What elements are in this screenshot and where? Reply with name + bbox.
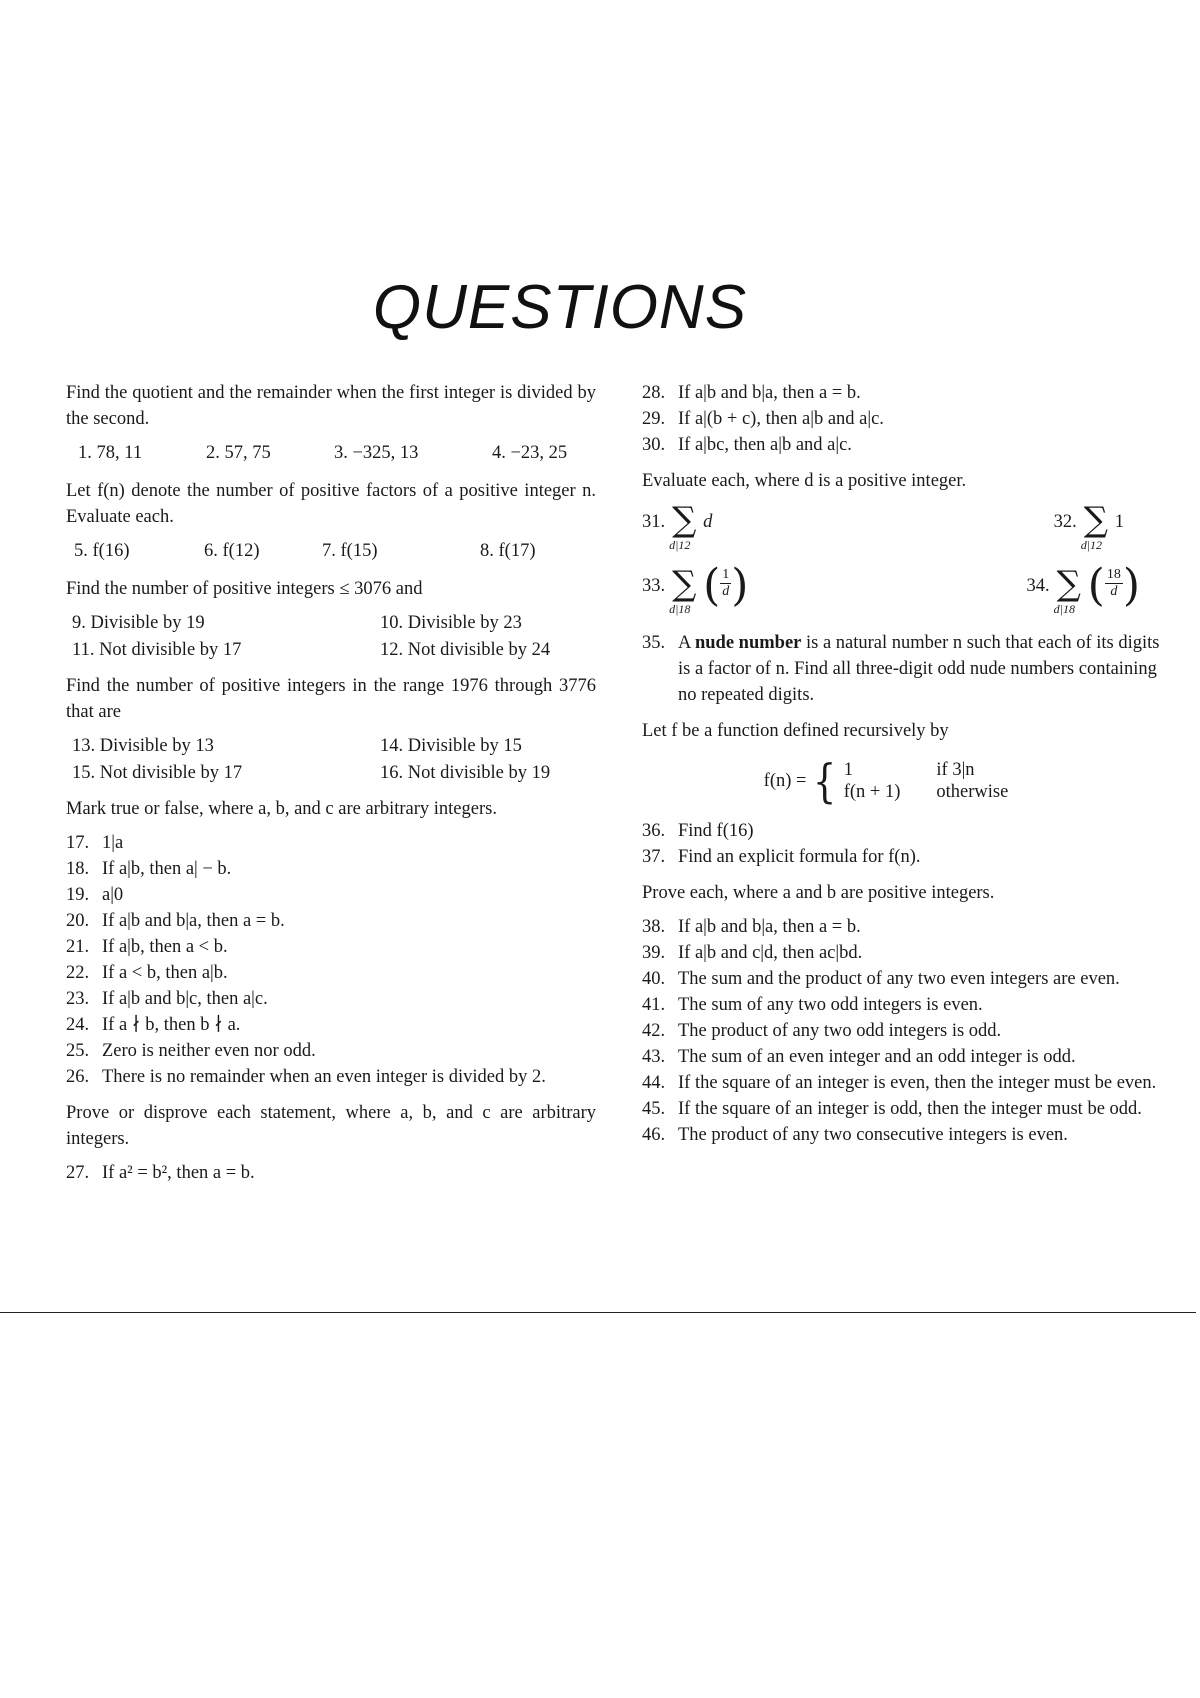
summation-index: d|12 [669,538,691,552]
list-item [642,940,1170,966]
sum-row-33-34 [642,560,1170,624]
question-text: The sum of any two odd integers is even. [678,995,983,1015]
question-text: Find f(16) [678,821,754,841]
summation-icon [669,566,703,624]
sum-row-31-32 [642,502,1170,560]
problem-31 [642,502,712,560]
piecewise-definition [642,754,1170,808]
question-text: The product of any two odd integers is odd. [678,1021,1002,1041]
list-item [66,960,596,986]
summation-index: d|18 [1053,602,1075,616]
list-item [66,1160,596,1186]
right-paren: ) [731,560,749,611]
question-text: If a ∤ b, then b ∤ a. [102,1015,241,1035]
case-2-value: f(n + 1) [843,782,901,802]
summation-icon [1054,566,1088,624]
question-number: 45. [642,1099,666,1119]
list-item [66,1038,596,1064]
question-text: a|0 [102,885,124,905]
list-item [66,934,596,960]
list-item [642,630,1170,708]
question-text-rest: is a natural number n such that each of its digits is a factor of n. Find all three-digit odd nude numbers containing no repeated digits. [678,633,1160,705]
question-list-17-26 [66,830,596,1090]
summand: d [703,512,713,532]
left-paren: ( [1087,560,1105,611]
question-text: If a|b, then a < b. [102,937,228,957]
question-number: 36. [642,821,666,841]
question-text: If a < b, then a|b. [102,963,228,983]
question-text: Find an explicit formula for f(n). [678,847,921,867]
question-text: 1|a [102,833,124,853]
list-item [66,856,596,882]
question-number: 41. [642,995,666,1015]
problem-13: 13. Divisible by 13 [72,736,214,756]
list-item [642,1018,1170,1044]
fraction [720,567,731,600]
instruction-quotient-remainder: Find the quotient and the remainder when the first integer is divided by the second. [66,383,596,429]
list-item [642,992,1170,1018]
question-text: If the square of an integer is odd, then the integer must be odd. [678,1099,1142,1119]
list-item [66,1012,596,1038]
question-number: 32. [1053,512,1077,532]
defined-term: nude number [694,633,802,653]
list-item [642,380,1170,406]
question-list-38-46 [642,914,1170,1148]
question-number: 18. [66,859,90,879]
question-number: 21. [66,937,90,957]
problem-34 [1026,560,1140,624]
problem-12: 12. Not divisible by 24 [380,640,551,660]
right-column [642,380,1170,1158]
list-item [66,882,596,908]
question-text: If a|b, then a| − b. [102,859,232,879]
list-item [642,1122,1170,1148]
question-text: If a² = b², then a = b. [102,1163,255,1183]
left-column [66,380,596,1196]
list-item [66,830,596,856]
question-text: Zero is neither even nor odd. [102,1041,316,1061]
problem-6: 6. f(12) [204,541,260,561]
problem-2: 2. 57, 75 [206,443,271,463]
sigma-symbol: ∑ [1056,564,1081,604]
question-number: 20. [66,911,90,931]
case-1-condition: if 3|n [936,760,975,780]
question-text: If a|b and b|a, then a = b. [678,383,861,403]
question-number: 27. [66,1163,90,1183]
question-text: There is no remainder when an even integer is divided by 2. [102,1067,546,1087]
problem-33 [642,560,749,624]
question-number: 46. [642,1125,666,1145]
list-item [642,432,1170,458]
problem-row-5-8 [66,538,596,564]
fraction-numerator: 1 [722,567,730,582]
question-number: 40. [642,969,666,989]
question-number: 19. [66,885,90,905]
question-text: If a|b and b|a, then a = b. [102,911,285,931]
piecewise-lhs: f(n) = [763,771,807,791]
page-title: QUESTIONS [372,273,748,342]
question-number: 24. [66,1015,90,1035]
summation-icon [1081,502,1115,560]
fraction-numerator: 18 [1106,567,1121,582]
problem-5: 5. f(16) [74,541,130,561]
question-number: 22. [66,963,90,983]
bottom-divider [0,1312,1196,1313]
problem-15: 15. Not divisible by 17 [72,763,243,783]
instruction-count-3076: Find the number of positive integers ≤ 3076 and [66,579,423,599]
question-35 [642,630,1170,708]
question-number: 17. [66,833,90,853]
question-text-start: A [678,633,691,653]
list-item [642,818,1170,844]
list-item [642,966,1170,992]
list-item [642,1044,1170,1070]
question-number: 35. [642,633,666,653]
case-1-value: 1 [843,760,853,780]
question-text: If the square of an integer is even, then the integer must be even. [678,1073,1157,1093]
question-text: The product of any two consecutive integers is even. [678,1125,1068,1145]
sigma-symbol: ∑ [1083,500,1109,540]
instruction-count-range: Find the number of positive integers in the range 1976 through 3776 that are [66,676,596,722]
question-text: The sum of an even integer and an odd integer is odd. [678,1047,1076,1067]
problem-11: 11. Not divisible by 17 [72,640,242,660]
question-number: 43. [642,1047,666,1067]
instruction-prove-each: Prove each, where a and b are positive integers. [642,883,995,903]
problem-row-1-4 [66,440,596,466]
list-item [642,406,1170,432]
list-item [642,844,1170,870]
question-text: The sum and the product of any two even integers are even. [678,969,1120,989]
question-text: If a|b and c|d, then ac|bd. [678,943,863,963]
question-text: If a|(b + c), then a|b and a|c. [678,409,884,429]
list-item [642,1096,1170,1122]
question-text: If a|bc, then a|b and a|c. [678,435,852,455]
question-number: 28. [642,383,666,403]
piecewise-cases [844,759,1009,803]
instruction-true-false: Mark true or false, where a, b, and c are arbitrary integers. [66,799,497,819]
problem-9: 9. Divisible by 19 [72,613,205,633]
problem-14: 14. Divisible by 15 [380,736,522,756]
sigma-symbol: ∑ [672,564,697,604]
problem-32 [1054,502,1124,560]
question-number: 39. [642,943,666,963]
problem-4: 4. −23, 25 [492,443,568,463]
summand: 1 [1114,512,1124,532]
list-item [66,908,596,934]
instruction-positive-factors: Let f(n) denote the number of positive factors of a positive integer n. Evaluate each. [66,481,596,527]
left-paren: ( [703,560,721,611]
instruction-prove-disprove: Prove or disprove each statement, where a, b, and c are arbitrary integers. [66,1103,596,1149]
problem-1: 1. 78, 11 [78,443,143,463]
summation-icon [669,502,703,560]
question-text: If a|b and b|a, then a = b. [678,917,861,937]
list-item [66,1064,596,1090]
left-brace: { [813,754,837,808]
problem-grid-13-16 [66,733,596,786]
list-item [642,1070,1170,1096]
question-number: 30. [642,435,666,455]
question-number: 38. [642,917,666,937]
summation-index: d|18 [669,602,691,616]
question-number: 29. [642,409,666,429]
problem-grid-9-12 [66,610,596,663]
fraction-denominator: d [722,584,730,599]
problem-8: 8. f(17) [480,541,536,561]
question-number: 26. [66,1067,90,1087]
instruction-evaluate-sums: Evaluate each, where d is a positive integer. [642,471,967,491]
question-number: 25. [66,1041,90,1061]
sigma-symbol: ∑ [672,500,697,540]
question-number: 34. [1026,576,1050,596]
question-list-28-30 [642,380,1170,458]
list-item [642,914,1170,940]
question-text [678,630,1170,708]
case-2-condition: otherwise [936,782,1009,802]
question-text: If a|b and b|c, then a|c. [102,989,268,1009]
question-number: 33. [642,576,666,596]
problem-7: 7. f(15) [322,541,378,561]
problem-16: 16. Not divisible by 19 [380,763,551,783]
instruction-recursive-function: Let f be a function defined recursively by [642,721,949,741]
summation-index: d|12 [1080,538,1103,552]
problem-10: 10. Divisible by 23 [380,613,522,633]
question-number: 31. [642,512,666,532]
question-number: 37. [642,847,666,867]
fraction-denominator: d [1110,584,1118,599]
problem-3: 3. −325, 13 [334,443,419,463]
question-list-36-37 [642,818,1170,870]
question-list-27 [66,1160,596,1186]
question-number: 42. [642,1021,666,1041]
question-number: 23. [66,989,90,1009]
list-item [66,986,596,1012]
fraction [1105,567,1123,600]
right-paren: ) [1122,560,1140,611]
question-number: 44. [642,1073,666,1093]
